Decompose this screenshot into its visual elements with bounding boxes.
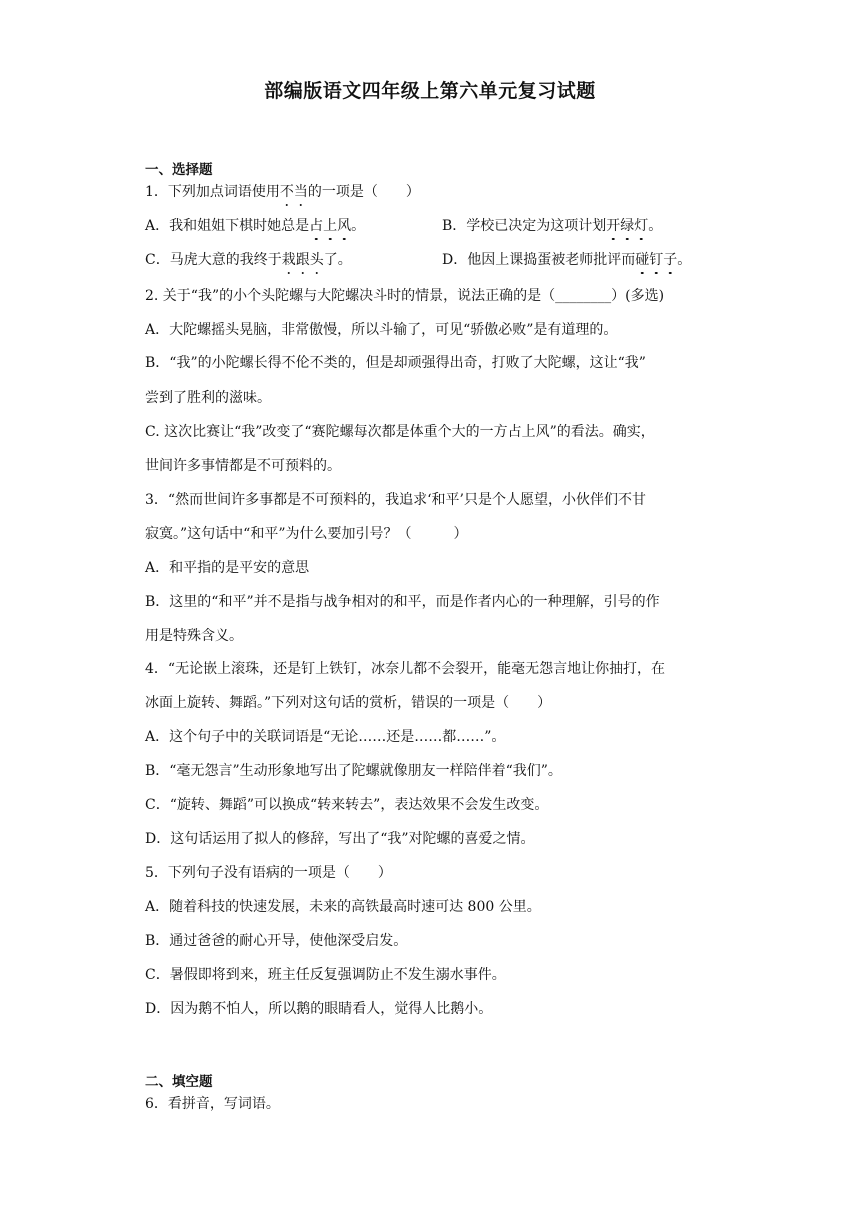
section-heading-choice: 一、选择题 (145, 162, 213, 178)
question-3-option-a: A．和平指的是平安的意思 (145, 560, 310, 576)
dotted-char: 碰 (635, 252, 650, 268)
text: 1．下列加点词语使用 (145, 184, 280, 200)
dotted-char: 占 (309, 218, 324, 234)
question-5-option-b: B．通过爸爸的耐心开导，使他深受启发。 (145, 933, 408, 949)
question-2-option-b-line1: B．“我”的小陀螺长得不伦不类的，但是却顽强得出奇，打败了大陀螺，这让“我” (145, 355, 646, 371)
text: 。 (648, 218, 663, 234)
question-1-option-d (442, 250, 691, 270)
question-2-option-c-line1: C. 这次比赛让“我”改变了“赛陀螺每次都是体重个大的一方占上风”的看法。确实， (145, 424, 655, 440)
text: 了。 (323, 252, 352, 268)
question-2-option-b-line2: 尝到了胜利的滋味。 (145, 390, 271, 406)
dotted-char: 子 (663, 252, 678, 268)
question-1-stem (145, 182, 420, 202)
dotted-char: 开 (606, 218, 621, 234)
question-3-stem-line1: 3．“然而世间许多事都是不可预料的，我追求‘和平’只是个人愿望，小伙伴们不甘 (145, 492, 646, 508)
text: A．我和姐姐下棋时她总是 (145, 218, 310, 234)
text: 。 (351, 218, 366, 234)
dotted-char: 当 (293, 184, 308, 200)
question-3-option-b-line1: B．这里的“和平”并不是指与战争相对的和平，而是作者内心的一种理解，引号的作 (145, 594, 660, 610)
text: 的一项是（ ） (307, 184, 420, 200)
question-4-option-d: D．这句话运用了拟人的修辞，写出了“我”对陀螺的喜爱之情。 (145, 831, 535, 847)
question-5-option-d: D．因为鹅不怕人，所以鹅的眼睛看人，觉得人比鹅小。 (145, 1001, 493, 1017)
section-heading-fill: 二、填空题 (145, 1074, 213, 1090)
dotted-char: 上 (323, 218, 338, 234)
question-1-option-b (442, 216, 662, 236)
question-1-option-a (145, 216, 365, 236)
question-5-stem: 5．下列句子没有语病的一项是（ ） (145, 865, 392, 881)
question-6-stem: 6．看拼音，写词语。 (145, 1096, 280, 1112)
question-4-stem-line2: 冰面上旋转、舞蹈。”下列对这句话的赏析，错误的一项是（ ） (145, 695, 552, 711)
dotted-char: 灯 (634, 218, 649, 234)
question-4-option-a: A．这个句子中的关联词语是“无论……还是……都……”。 (145, 729, 506, 745)
dotted-char: 不 (279, 184, 294, 200)
dotted-char: 头 (309, 252, 324, 268)
dotted-char: 风 (337, 218, 352, 234)
question-3-option-b-line2: 用是特殊含义。 (145, 628, 243, 644)
question-4-option-b: B．“毫无怨言”生动形象地写出了陀螺就像朋友一样陪伴着“我们”。 (145, 763, 562, 779)
question-1-option-c (145, 250, 352, 270)
text: C．马虎大意的我终于 (145, 252, 282, 268)
dotted-char: 绿 (620, 218, 635, 234)
question-5-option-c: C．暑假即将到来，班主任反复强调防止不发生溺水事件。 (145, 967, 506, 983)
question-4-stem-line1: 4．“无论嵌上滚珠，还是钉上铁钉，冰奈儿都不会裂开，能毫无怨言地让你抽打，在 (145, 661, 666, 677)
dotted-char: 栽 (281, 252, 296, 268)
dotted-char: 跟 (295, 252, 310, 268)
question-2-option-a: A．大陀螺摇头晃脑，非常傲慢，所以斗输了，可见“骄傲必败”是有道理的。 (145, 322, 618, 338)
text: D．他因上课捣蛋被老师批评而 (442, 252, 636, 268)
question-5-option-a: A．随着科技的快速发展，未来的高铁最高时速可达 800 公里。 (145, 899, 541, 915)
text: B．学校已决定为这项计划 (442, 218, 607, 234)
question-4-option-c: C．“旋转、舞蹈”可以换成“转来转去”，表达效果不会发生改变。 (145, 797, 549, 813)
dotted-char: 钉 (649, 252, 664, 268)
question-2-option-c-line2: 世间许多事情都是不可预料的。 (145, 458, 341, 474)
question-2-stem: 2. 关于“我”的小个头陀螺与大陀螺决斗时的情景，说法正确的是（________）(多选) (145, 288, 665, 304)
question-3-stem-line2: 寂寞。”这句话中“和平”为什么要加引号？（ ） (145, 526, 468, 542)
page-title: 部编版语文四年级上第六单元复习试题 (264, 80, 596, 102)
text: 。 (677, 252, 692, 268)
